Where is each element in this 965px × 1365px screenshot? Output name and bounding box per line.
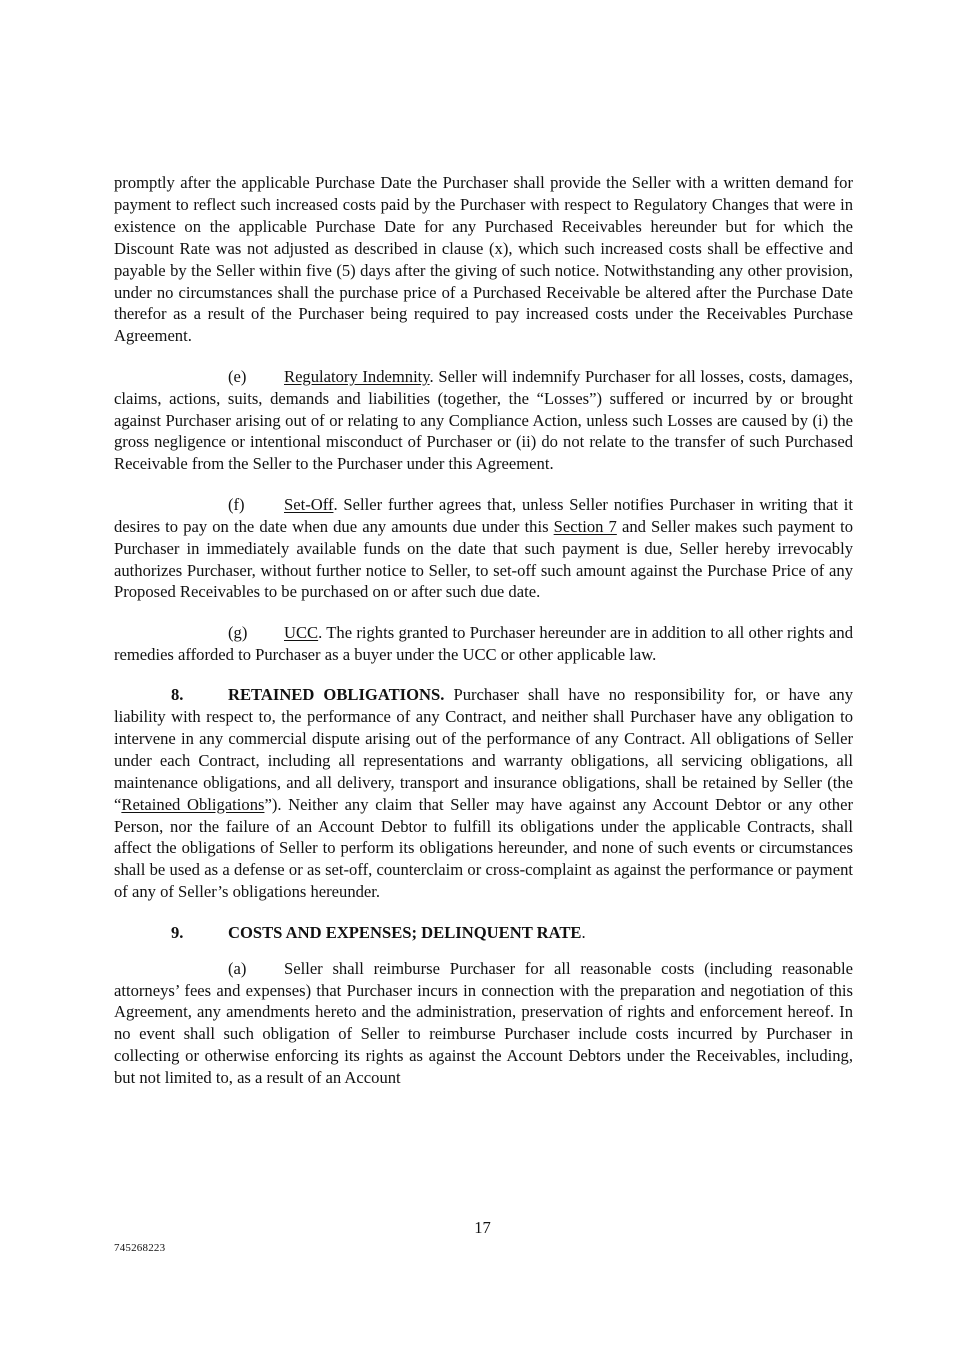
document-body (114, 172, 853, 1108)
clause-label: (e) (228, 366, 247, 386)
defined-term: Retained Obligations (121, 794, 265, 814)
document-id: 745268223 (114, 1242, 166, 1254)
section-reference: Section 7 (553, 516, 617, 536)
paragraph-7f: (f) Set-Off. Seller further agrees that, unless Seller notifies Purchaser in writing that it desires to pay on the date when due any amounts due under this Section 7 and Seller makes such payment to Purchaser in immediately available funds on the date that such payment is due, Seller hereby irrevocably authorizes Purchaser, without further notice to Seller, to set-off such amount against the Purchase Price of any Proposed Receivables to be purchased on or after such due date. (114, 494, 854, 602)
section-number: 9. (171, 922, 184, 942)
section-title: COSTS AND EXPENSES; DELINQUENT RATE (228, 922, 582, 942)
section-title: RETAINED OBLIGATIONS. (228, 685, 445, 705)
section-9-heading: 9. COSTS AND EXPENSES; DELINQUENT RATE. (171, 922, 586, 942)
page-number: 17 (474, 1218, 491, 1237)
section-8: 8. RETAINED OBLIGATIONS. Purchaser shall have no responsibility for, or have any liability with respect to, the performance of any Contract, and neither shall Purchaser have any obligation to intervene in any commercial dispute arising out of the performance of any Contract. All obligations of Seller under each Contract, including all representations and warranty obligations, all servicing obligations, all maintenance obligations, and all delivery, transport and insurance obligations, shall be retained by Seller (the “Retained Obligations”). Neither any claim that Seller may have against any Account Debtor or any other Person, nor the failure of an Account Debtor to fulfill its obligations under the applicable Contracts, shall affect the obligations of Seller to perform its obligations hereunder, and none of such events or circumstances shall be used as a defense or as set-off, counterclaim or cross-complaint as against the performance or payment of any of Seller’s obligations hereunder. (114, 685, 854, 902)
clause-heading: Regulatory Indemnity (284, 366, 430, 386)
paragraph-7g: (g) UCC. The rights granted to Purchaser hereunder are in addition to all other rights and remedies afforded to Purchaser as a buyer under the UCC or other applicable law. (114, 622, 853, 664)
paragraph-9a: (a) Seller shall reimburse Purchaser for all reasonable costs (including reasonable attorneys’ fees and expenses) that Purchaser incurs in connection with the preparation and negotiation of this Agreement, any amendments hereto and the administration, preservation of rights and enforcement hereof. In no event shall such obligation of Seller to reimburse Purchaser include costs incurred by Purchaser in collecting or otherwise enforcing its rights as against the Account Debtors under the Receivables, including, but not limited to, as a result of an Account (114, 958, 853, 1088)
clause-heading: Set-Off (284, 494, 334, 514)
clause-label: (a) (228, 958, 247, 978)
paragraph-7d-continuation: promptly after the applicable Purchase Date the Purchaser shall provide the Seller with a written demand for payment to reflect such increased costs paid by the Purchaser with respect to Regulatory Changes that were in existence on the applicable Purchase Date for any Purchased Receivables hereunder but for which the Discount Rate was not adjusted as described in clause (x), which such increased costs shall be effective and payable by the Seller within five (5) days after the giving of such notice. Notwithstanding any other provision, under no circumstances shall the purchase price of a Purchased Receivable be altered after the Purchase Date therefor as a result of the Purchaser being required to pay increased costs under the Receivables Purchase Agreement. (114, 173, 853, 346)
section-number: 8. (171, 685, 184, 705)
clause-heading: UCC (284, 622, 319, 642)
clause-label: (g) (228, 622, 248, 642)
paragraph-7e: (e) Regulatory Indemnity. Seller will indemnify Purchaser for all losses, costs, damages, claims, actions, suits, demands and liabilities (together, the “Losses”) suffered or incurred by or brought against Purchaser arising out of or relating to any Compliance Action, unless such Losses are caused by (i) the gross negligence or intentional misconduct of Purchaser or (ii) do not relate to the transfer of such Purchased Receivable from the Seller to the Purchaser under this Agreement. (114, 366, 854, 474)
clause-label: (f) (228, 494, 245, 514)
